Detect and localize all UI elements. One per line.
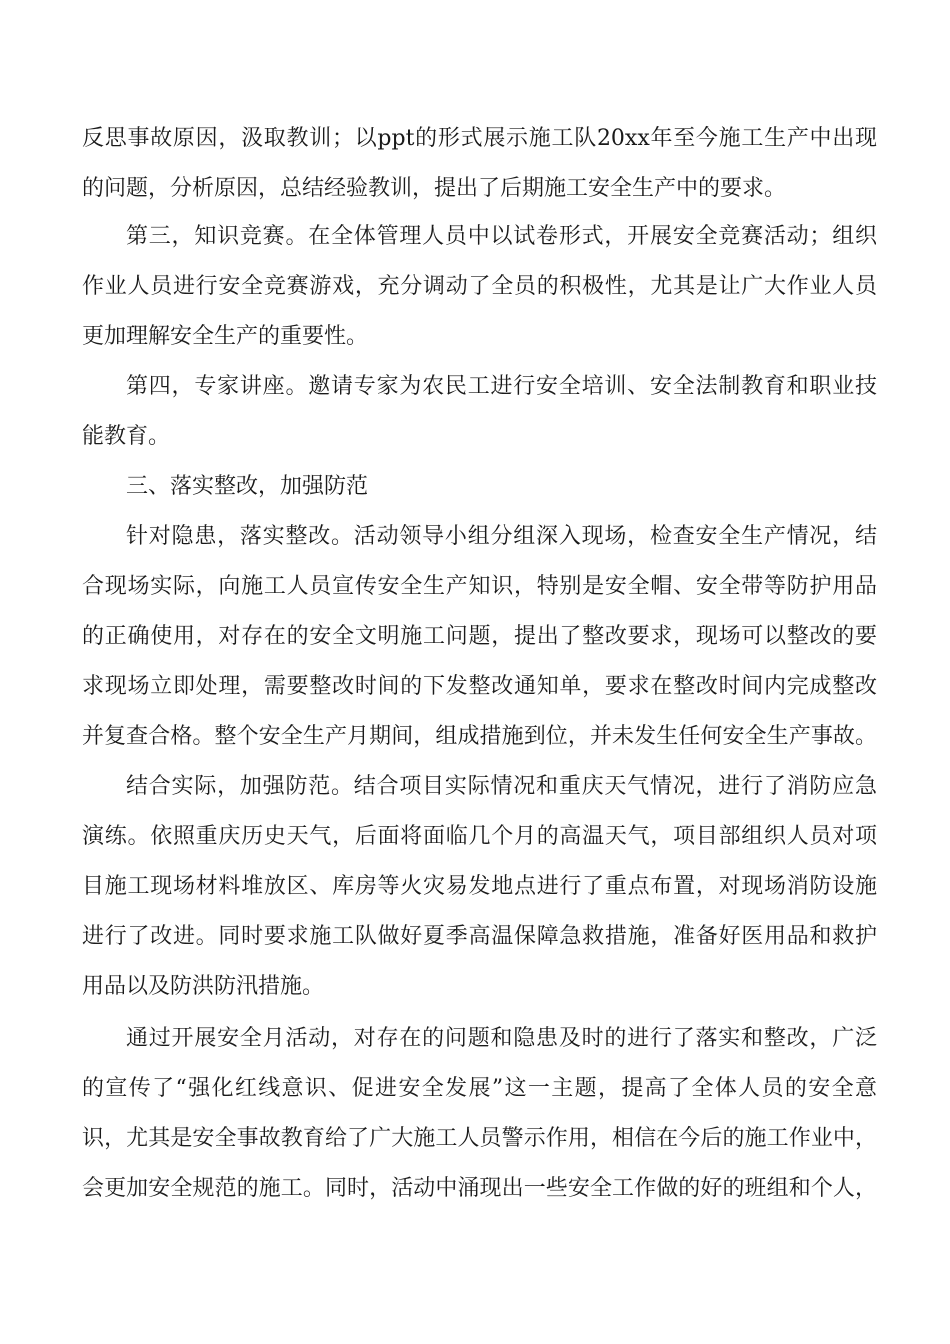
section-heading: 三、落实整改，加强防范 <box>126 474 369 499</box>
text-line: 的宣传了“强化红线意识、促进安全发展”这一主题，提高了全体人员的安全意 <box>82 1076 877 1101</box>
text-line: 求现场立即处理，需要整改时间的下发整改通知单，要求在整改时间内完成整改 <box>82 674 877 699</box>
text-line: 合现场实际，向施工人员宣传安全生产知识，特别是安全帽、安全带等防护用品 <box>82 574 877 599</box>
paragraph-start-line: 通过开展安全月活动，对存在的问题和隐患及时的进行了落实和整改，广泛 <box>126 1026 877 1051</box>
text-line: 并复查合格。整个安全生产月期间，组成措施到位，并未发生任何安全生产事故。 <box>82 724 877 749</box>
text-line: 识，尤其是安全事故教育给了广大施工人员警示作用，相信在今后的施工作业中， <box>82 1126 877 1151</box>
text-line: 进行了改进。同时要求施工队做好夏季高温保障急救措施，准备好医用品和救护 <box>82 924 877 949</box>
text-line: 作业人员进行安全竞赛游戏，充分调动了全员的积极性，尤其是让广大作业人员 <box>82 274 877 299</box>
text-line: 的正确使用，对存在的安全文明施工问题，提出了整改要求，现场可以整改的要 <box>82 624 877 649</box>
text-line: 演练。依照重庆历史天气，后面将面临几个月的高温天气，项目部组织人员对项 <box>82 824 877 849</box>
paragraph-start-line: 结合实际，加强防范。结合项目实际情况和重庆天气情况，进行了消防应急 <box>126 774 877 799</box>
text-line: 会更加安全规范的施工。同时，活动中涌现出一些安全工作做的好的班组和个人， <box>82 1176 877 1201</box>
text-line: 更加理解安全生产的重要性。 <box>82 324 369 349</box>
paragraph-start-line: 第四，专家讲座。邀请专家为农民工进行安全培训、安全法制教育和职业技 <box>126 374 877 399</box>
text-line: 目施工现场材料堆放区、库房等火灾易发地点进行了重点布置，对现场消防设施 <box>82 874 877 899</box>
paragraph-start-line: 第三，知识竞赛。在全体管理人员中以试卷形式，开展安全竞赛活动；组织 <box>126 224 877 249</box>
text-line: 的问题，分析原因，总结经验教训，提出了后期施工安全生产中的要求。 <box>82 176 787 201</box>
text-line: 用品以及防洪防汛措施。 <box>82 974 325 999</box>
paragraph-start-line: 针对隐患，落实整改。活动领导小组分组深入现场，检查安全生产情况，结 <box>126 524 877 549</box>
text-line: 反思事故原因，汲取教训；以ppt的形式展示施工队20xx年至今施工生产中出现 <box>82 126 877 151</box>
text-line: 能教育。 <box>82 424 171 449</box>
